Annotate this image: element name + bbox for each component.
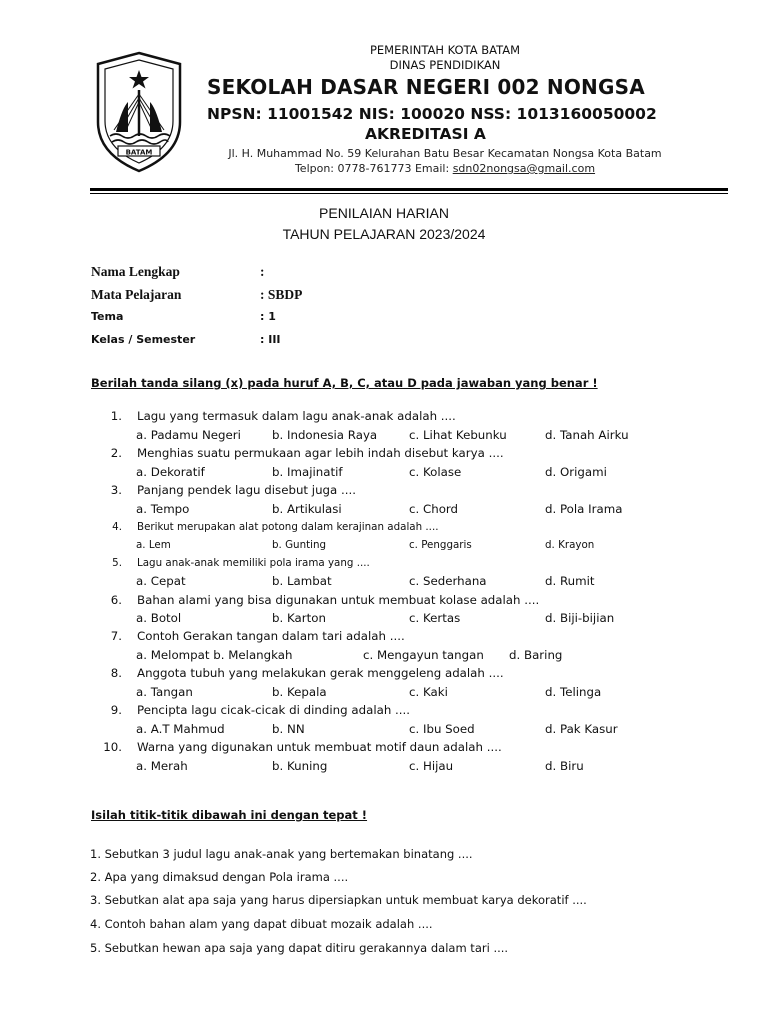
option[interactable]: d. Pak Kasur	[545, 722, 618, 736]
question-text: Anggota tubuh yang melakukan gerak menggeleng adalah ....	[137, 666, 504, 680]
identity-label-name: Nama Lengkap	[91, 264, 180, 279]
question-text: Berikut merupakan alat potong dalam kerajinan adalah ....	[137, 521, 439, 533]
option[interactable]: c. Hijau	[409, 759, 454, 773]
question-text: Contoh Gerakan tangan dalam tari adalah ....	[137, 629, 405, 643]
question-text: Pencipta lagu cicak-cicak di dinding adalah ....	[137, 703, 411, 717]
question-number: 10.	[103, 740, 122, 754]
doc-title: PENILAIAN HARIAN	[319, 205, 449, 221]
option[interactable]: c. Chord	[409, 502, 459, 516]
option[interactable]: d. Telinga	[545, 685, 602, 699]
question-text: Panjang pendek lagu disebut juga ....	[137, 483, 357, 497]
option[interactable]: d. Baring	[509, 648, 563, 662]
option[interactable]: b. NN	[272, 722, 305, 736]
option[interactable]: d. Krayon	[545, 539, 595, 551]
option[interactable]: c. Sederhana	[409, 574, 487, 588]
question-number: 5.	[112, 557, 122, 569]
question-number: 4.	[112, 521, 122, 533]
school-name: SEKOLAH DASAR NEGERI 002 NONGSA	[207, 75, 645, 99]
option[interactable]: c. Ibu Soed	[409, 722, 475, 736]
option[interactable]: d. Biru	[545, 759, 584, 773]
email-link[interactable]: sdn02nongsa@gmail.com	[452, 162, 596, 175]
option[interactable]: a. Merah	[136, 759, 188, 773]
option[interactable]: c. Mengayun tangan	[363, 648, 484, 662]
option[interactable]: b. Kepala	[272, 685, 327, 699]
option[interactable]: a. A.T Mahmud	[136, 722, 225, 736]
option[interactable]: c. Kolase	[409, 465, 462, 479]
option[interactable]: c. Penggaris	[409, 539, 472, 551]
logo-text: BATAM	[125, 148, 153, 157]
option[interactable]: d. Pola Irama	[545, 502, 623, 516]
question-number: 7.	[110, 629, 122, 643]
identity-value-name: :	[260, 264, 265, 279]
option[interactable]: a. Tempo	[136, 502, 190, 516]
identity-value-subject: : SBDP	[260, 287, 303, 302]
doc-subtitle: TAHUN PELAJARAN 2023/2024	[282, 226, 486, 242]
question-number: 2.	[110, 446, 122, 460]
option[interactable]: d. Rumit	[545, 574, 595, 588]
option[interactable]: a. Tangan	[136, 685, 193, 699]
option[interactable]: a. Botol	[136, 611, 182, 625]
option[interactable]: b. Artikulasi	[272, 502, 342, 516]
question-number: 9.	[110, 703, 122, 717]
option[interactable]: b. Lambat	[272, 574, 332, 588]
school-contact	[205, 162, 685, 175]
question-number: 8.	[110, 666, 122, 680]
identity-label-class: Kelas / Semester	[91, 333, 196, 346]
option[interactable]: b. Karton	[272, 611, 326, 625]
option[interactable]: a. Melompat b. Melangkah	[136, 648, 293, 662]
question-text: Warna yang digunakan untuk membuat motif daun adalah ....	[137, 740, 502, 754]
option[interactable]: d. Tanah Airku	[545, 428, 629, 442]
option[interactable]: c. Kertas	[409, 611, 461, 625]
identity-label-subject: Mata Pelajaran	[91, 287, 182, 302]
school-ids: NPSN: 11001542 NIS: 100020 NSS: 1013160050002	[207, 105, 657, 123]
gov-line1: PEMERINTAH KOTA BATAM	[369, 43, 521, 57]
question-text: Menghias suatu permukaan agar lebih indah disebut karya ....	[137, 446, 504, 460]
contact-prefix: Telpon: 0778-761773 Email:	[294, 162, 453, 175]
option[interactable]: b. Imajinatif	[272, 465, 343, 479]
city-logo	[92, 50, 186, 174]
essay-question-1: 1. Sebutkan 3 judul lagu anak-anak yang bertemakan binatang ....	[90, 847, 473, 861]
identity-value-theme: : 1	[260, 310, 276, 323]
essay-question-4: 4. Contoh bahan alam yang dapat dibuat mozaik adalah ....	[90, 917, 433, 931]
gov-line2: DINAS PENDIDIKAN	[389, 58, 501, 72]
multiple-choice-instruction: Berilah tanda silang (x) pada huruf A, B, C, atau D pada jawaban yang benar !	[91, 376, 598, 390]
accreditation: AKREDITASI A	[365, 125, 486, 143]
header-rule-thin	[90, 193, 728, 194]
identity-label-theme: Tema	[91, 310, 124, 323]
option[interactable]: a. Cepat	[136, 574, 186, 588]
question-text: Bahan alami yang bisa digunakan untuk membuat kolase adalah ....	[137, 593, 540, 607]
option[interactable]: a. Lem	[136, 539, 171, 551]
option[interactable]: d. Biji-bijian	[545, 611, 615, 625]
option[interactable]: b. Gunting	[272, 539, 327, 551]
option[interactable]: b. Kuning	[272, 759, 328, 773]
option[interactable]: d. Origami	[545, 465, 607, 479]
question-number: 1.	[110, 409, 122, 423]
option[interactable]: b. Indonesia Raya	[272, 428, 378, 442]
essay-question-3: 3. Sebutkan alat apa saja yang harus dipersiapkan untuk membuat karya dekoratif ....	[90, 893, 587, 907]
question-number: 6.	[110, 593, 122, 607]
school-address: Jl. H. Muhammad No. 59 Kelurahan Batu Besar Kecamatan Nongsa Kota Batam	[228, 147, 662, 160]
question-text: Lagu yang termasuk dalam lagu anak-anak adalah ....	[137, 409, 456, 423]
option[interactable]: a. Dekoratif	[136, 465, 205, 479]
option[interactable]: c. Lihat Kebunku	[409, 428, 507, 442]
option[interactable]: a. Padamu Negeri	[136, 428, 241, 442]
essay-question-5: 5. Sebutkan hewan apa saja yang dapat ditiru gerakannya dalam tari ....	[90, 941, 509, 955]
question-text: Lagu anak-anak memiliki pola irama yang ....	[137, 557, 370, 569]
essay-instruction: Isilah titik-titik dibawah ini dengan tepat !	[91, 808, 368, 822]
header-rule-thick	[90, 188, 728, 191]
question-number: 3.	[110, 483, 122, 497]
option[interactable]: c. Kaki	[409, 685, 448, 699]
essay-question-2: 2. Apa yang dimaksud dengan Pola irama ....	[90, 870, 349, 884]
identity-value-class: : III	[260, 333, 281, 346]
